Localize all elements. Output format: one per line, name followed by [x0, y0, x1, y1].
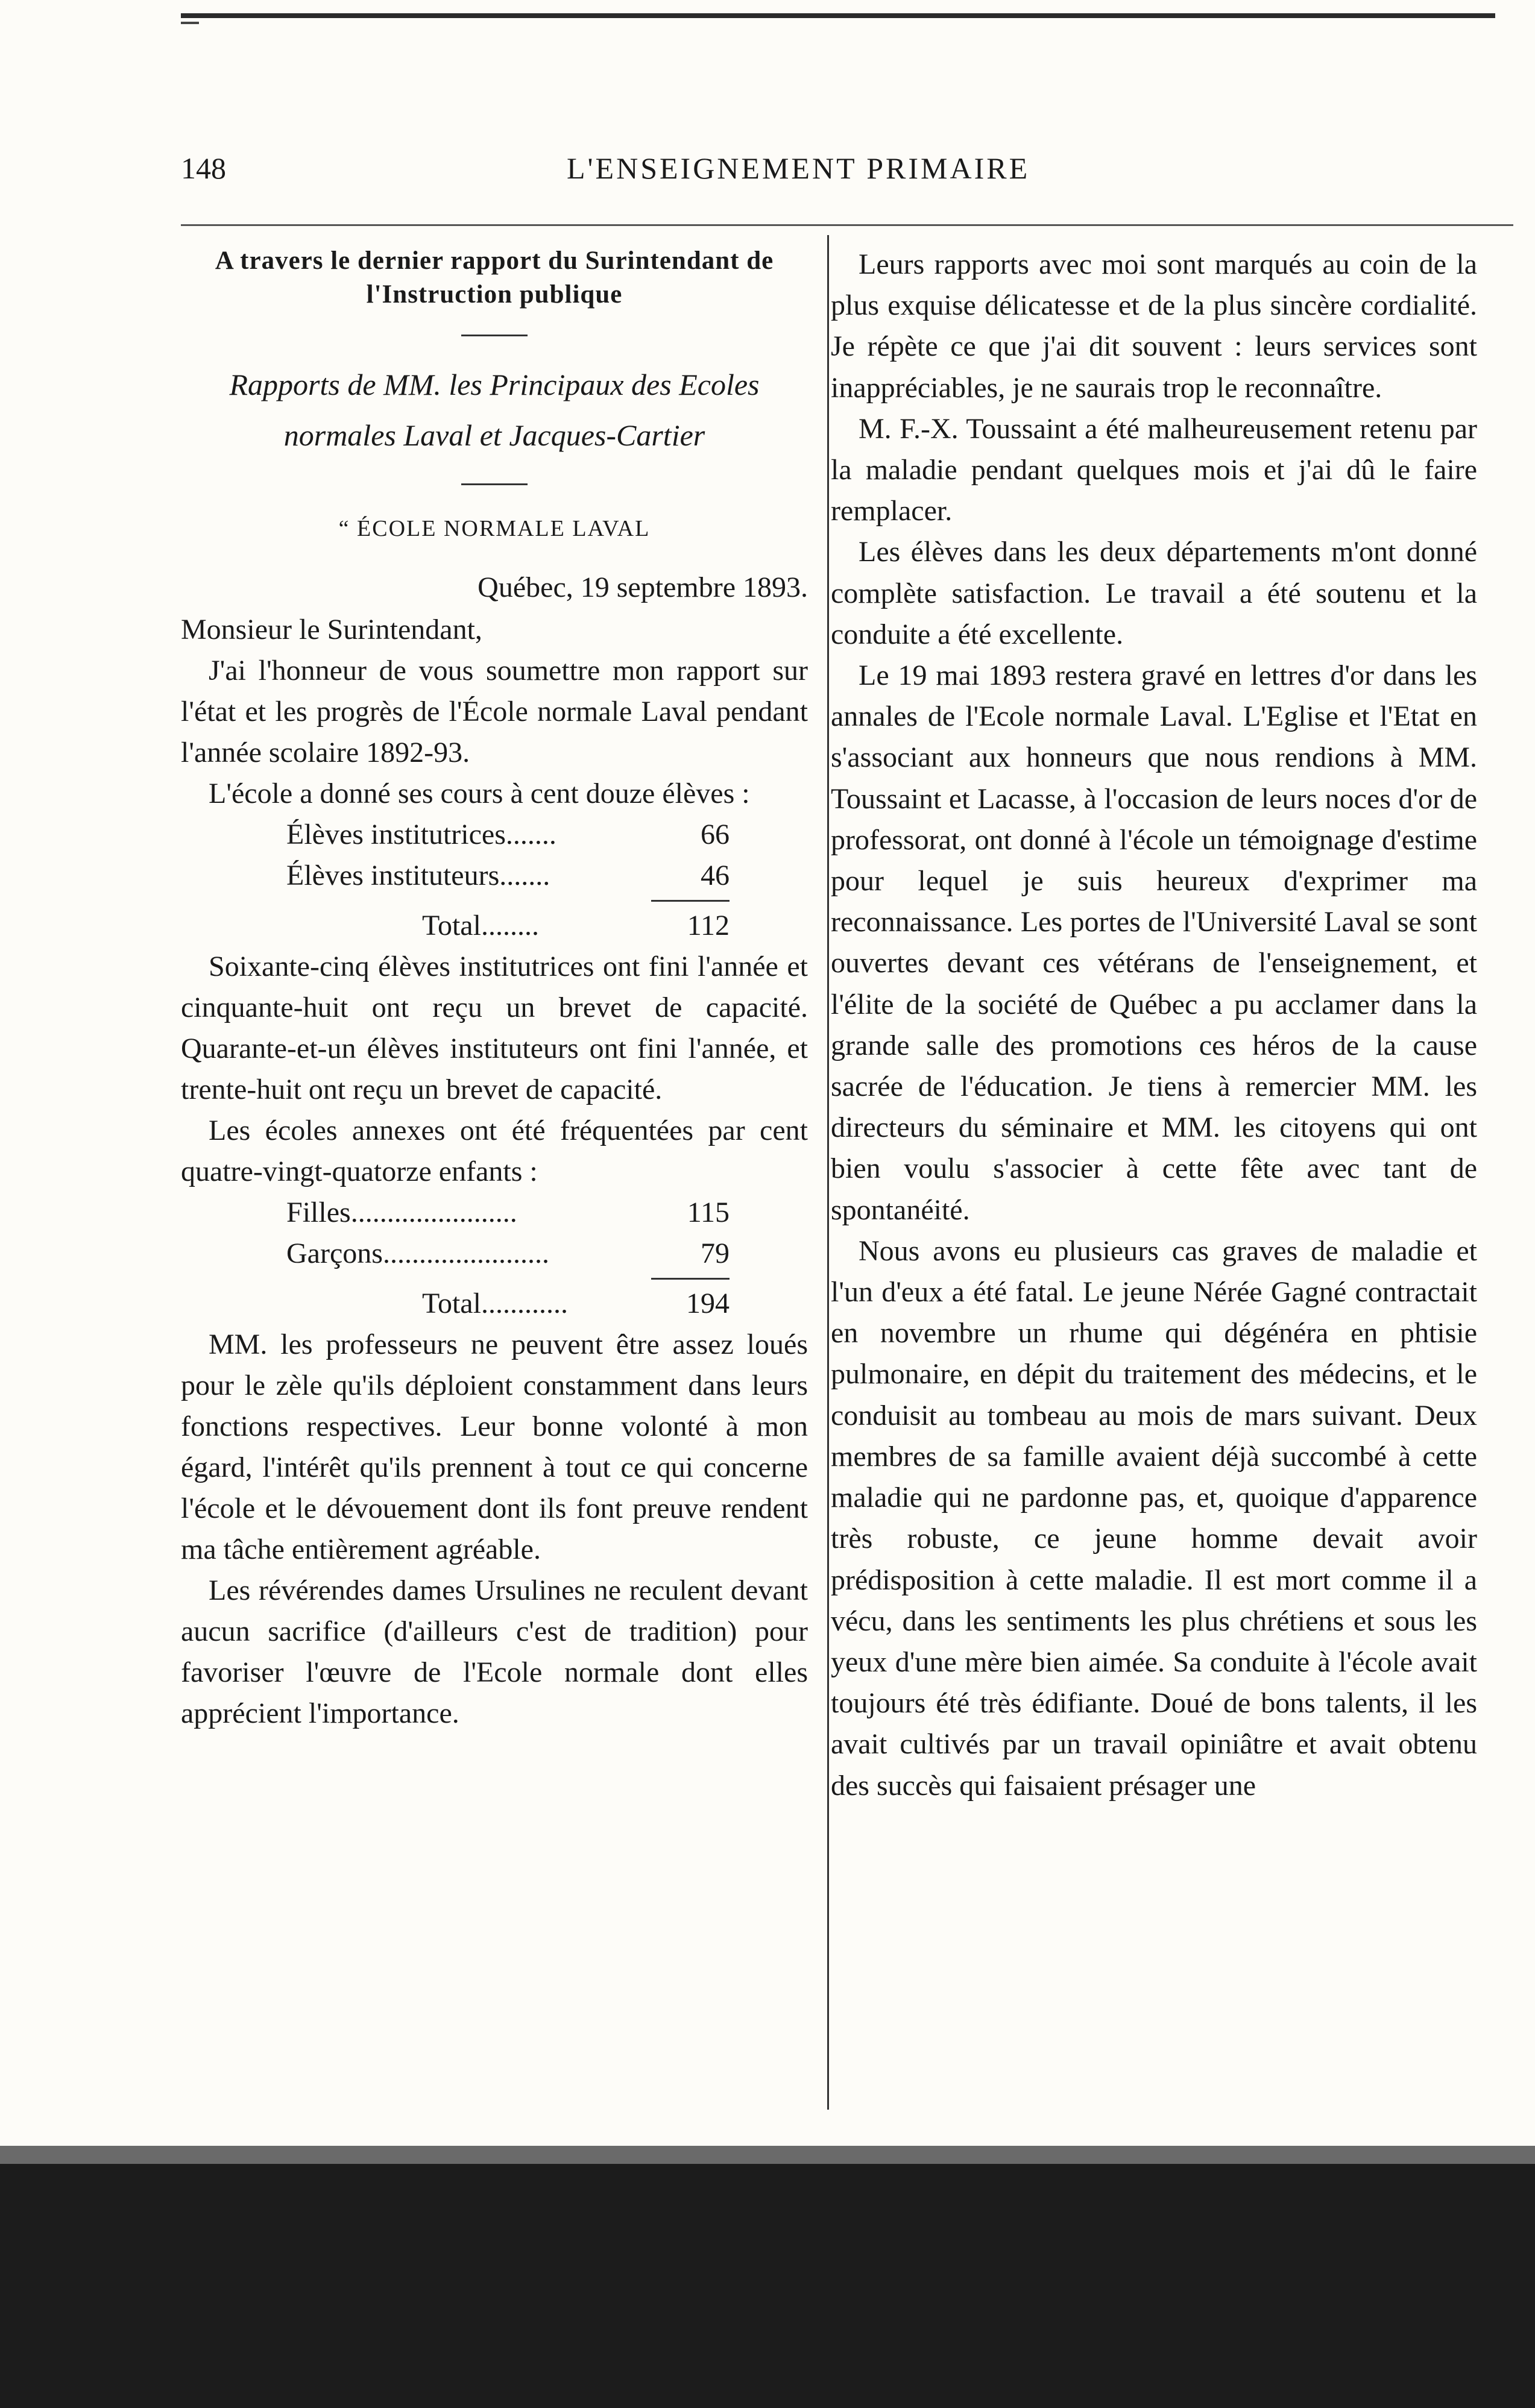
subtitle-line-2: normales Laval et Jacques-Cartier	[283, 418, 705, 452]
row-label: Élèves instituteurs.......	[286, 860, 550, 891]
paragraph: MM. les professeurs ne peuvent être assez loués pour le zèle qu'ils déploient constamment dans leurs fonctions respectives. Leur bonne volonté à mon égard, l'intérêt qu'ils prennent à tout ce qui concerne l'école et le dévouement dont ils font preuve rendent ma tâche entièrement agréable.	[181, 1328, 808, 1565]
subtitle-dash	[461, 483, 528, 485]
page-number: 148	[181, 151, 226, 185]
title-dash	[461, 335, 528, 336]
article-subtitle	[181, 359, 808, 461]
row-label: Filles.......................	[286, 1196, 517, 1228]
running-title: L'ENSEIGNEMENT PRIMAIRE	[567, 151, 1030, 185]
paragraph: Leurs rapports avec moi sont marqués au coin de la plus exquise délicatesse et de la plus sincère cordialité. Je répète ce que j'ai dit souvent : leurs services sont inappréciables, je ne saurais trop le reconnaître.	[831, 248, 1477, 404]
table-row	[181, 1233, 808, 1274]
paragraph: Nous avons eu plusieurs cas graves de maladie et l'un d'eux a été fatal. Le jeune Nérée Gagné contractait en novembre un rhume qui dégénéra en phtisie pulmonaire, en dépit du traitement des médecins, et le conduisit au tombeau au mois de mars suivant. Deux membres de sa famille avaient déjà succombé à cette maladie qui ne pardonne pas, et, quoique d'apparence très robuste, ce jeune homme devait avoir prédisposition à cette maladie. Il est mort comme il a vécu, dans les sentiments les plus chrétiens et sous les yeux d'une mère bien aimée. Sa conduite à l'école avait toujours été très édifiante. Doué de bons talents, il les avait cultivés par un travail opiniâtre et avait obtenu des succès qui faisaient présager une	[831, 1234, 1477, 1802]
row-label: Élèves institutrices.......	[286, 819, 556, 850]
row-value: 46	[701, 860, 730, 891]
page-header	[181, 151, 1085, 199]
total-label: Total........	[422, 910, 539, 942]
total-value: 194	[686, 1287, 730, 1319]
row-value: 115	[687, 1196, 730, 1228]
top-border-rule	[181, 13, 1495, 18]
school-heading: “ ÉCOLE NORMALE LAVAL	[338, 516, 651, 541]
paragraph: Les révérendes dames Ursulines ne reculent devant aucun sacrifice (d'ailleurs c'est de tradition) pour favoriser l'œuvre de l'Ecole normale dont elles apprécient l'importance.	[181, 1574, 808, 1729]
row-value: 66	[701, 819, 730, 850]
salutation: Monsieur le Surintendant,	[181, 614, 482, 646]
paragraph: Les écoles annexes ont été fréquentées par cent quatre-vingt-quatorze enfants :	[181, 1114, 808, 1187]
header-rule	[181, 224, 1513, 226]
left-column	[181, 244, 808, 1734]
paragraph: Les élèves dans les deux départements m'ont donné complète satisfaction. Le travail a été soutenu et la conduite a été excellente.	[831, 536, 1477, 650]
paragraph: L'école a donné ses cours à cent douze élèves :	[209, 778, 750, 809]
total-row	[181, 905, 808, 946]
column-divider	[827, 235, 829, 2110]
sum-rule	[651, 1278, 730, 1280]
paragraph: M. F.-X. Toussaint a été malheureusement retenu par la maladie pendant quelques mois et j'ai dû le faire remplacer.	[831, 412, 1477, 527]
table-row	[181, 1192, 808, 1233]
letter-date: Québec, 19 septembre 1893.	[478, 571, 808, 603]
total-value: 112	[687, 910, 730, 942]
row-label: Garçons.......................	[286, 1237, 549, 1269]
table-row	[181, 814, 808, 855]
paragraph: Le 19 mai 1893 restera gravé en lettres d'or dans les annales de l'Ecole normale Laval. L'Eglise et l'Etat en s'associant aux honneurs que nous rendions à MM. Toussaint et Lacasse, à l'occasion de leurs noces d'or de professorat, ont donné à l'école un témoignage d'estime pour lequel je suis heureux d'exprimer ma reconnaissance. Les portes de l'Université Laval se sont ouvertes devant ces vétérans de l'enseignement, et l'élite de la société de Québec a pu acclamer dans la grande salle des promotions ces héros de la cause sacrée de l'éducation. Je tiens à remercier MM. les directeurs du séminaire et MM. les citoyens qui ont bien voulu s'associer à cette fête avec tant de spontanéité.	[831, 659, 1477, 1226]
right-column	[831, 244, 1477, 1806]
table-row	[181, 855, 808, 896]
scan-noise-band	[0, 2164, 1535, 2408]
total-label: Total............	[422, 1287, 568, 1319]
total-row	[181, 1283, 808, 1324]
article-title: A travers le dernier rapport du Surintendant de l'Instruction publique	[215, 247, 774, 309]
top-tick-mark	[181, 22, 199, 24]
subtitle-line-1: Rapports de MM. les Principaux des Ecoles	[229, 368, 760, 401]
paragraph: Soixante-cinq élèves institutrices ont fini l'année et cinquante-huit ont reçu un brevet de capacité. Quarante-et-un élèves instituteurs ont fini l'année, et trente-huit ont reçu un brevet de capacité.	[181, 951, 808, 1105]
paragraph: J'ai l'honneur de vous soumettre mon rapport sur l'état et les progrès de l'École normale Laval pendant l'année scolaire 1892-93.	[181, 655, 808, 769]
sum-rule	[651, 900, 730, 902]
row-value: 79	[701, 1237, 730, 1269]
